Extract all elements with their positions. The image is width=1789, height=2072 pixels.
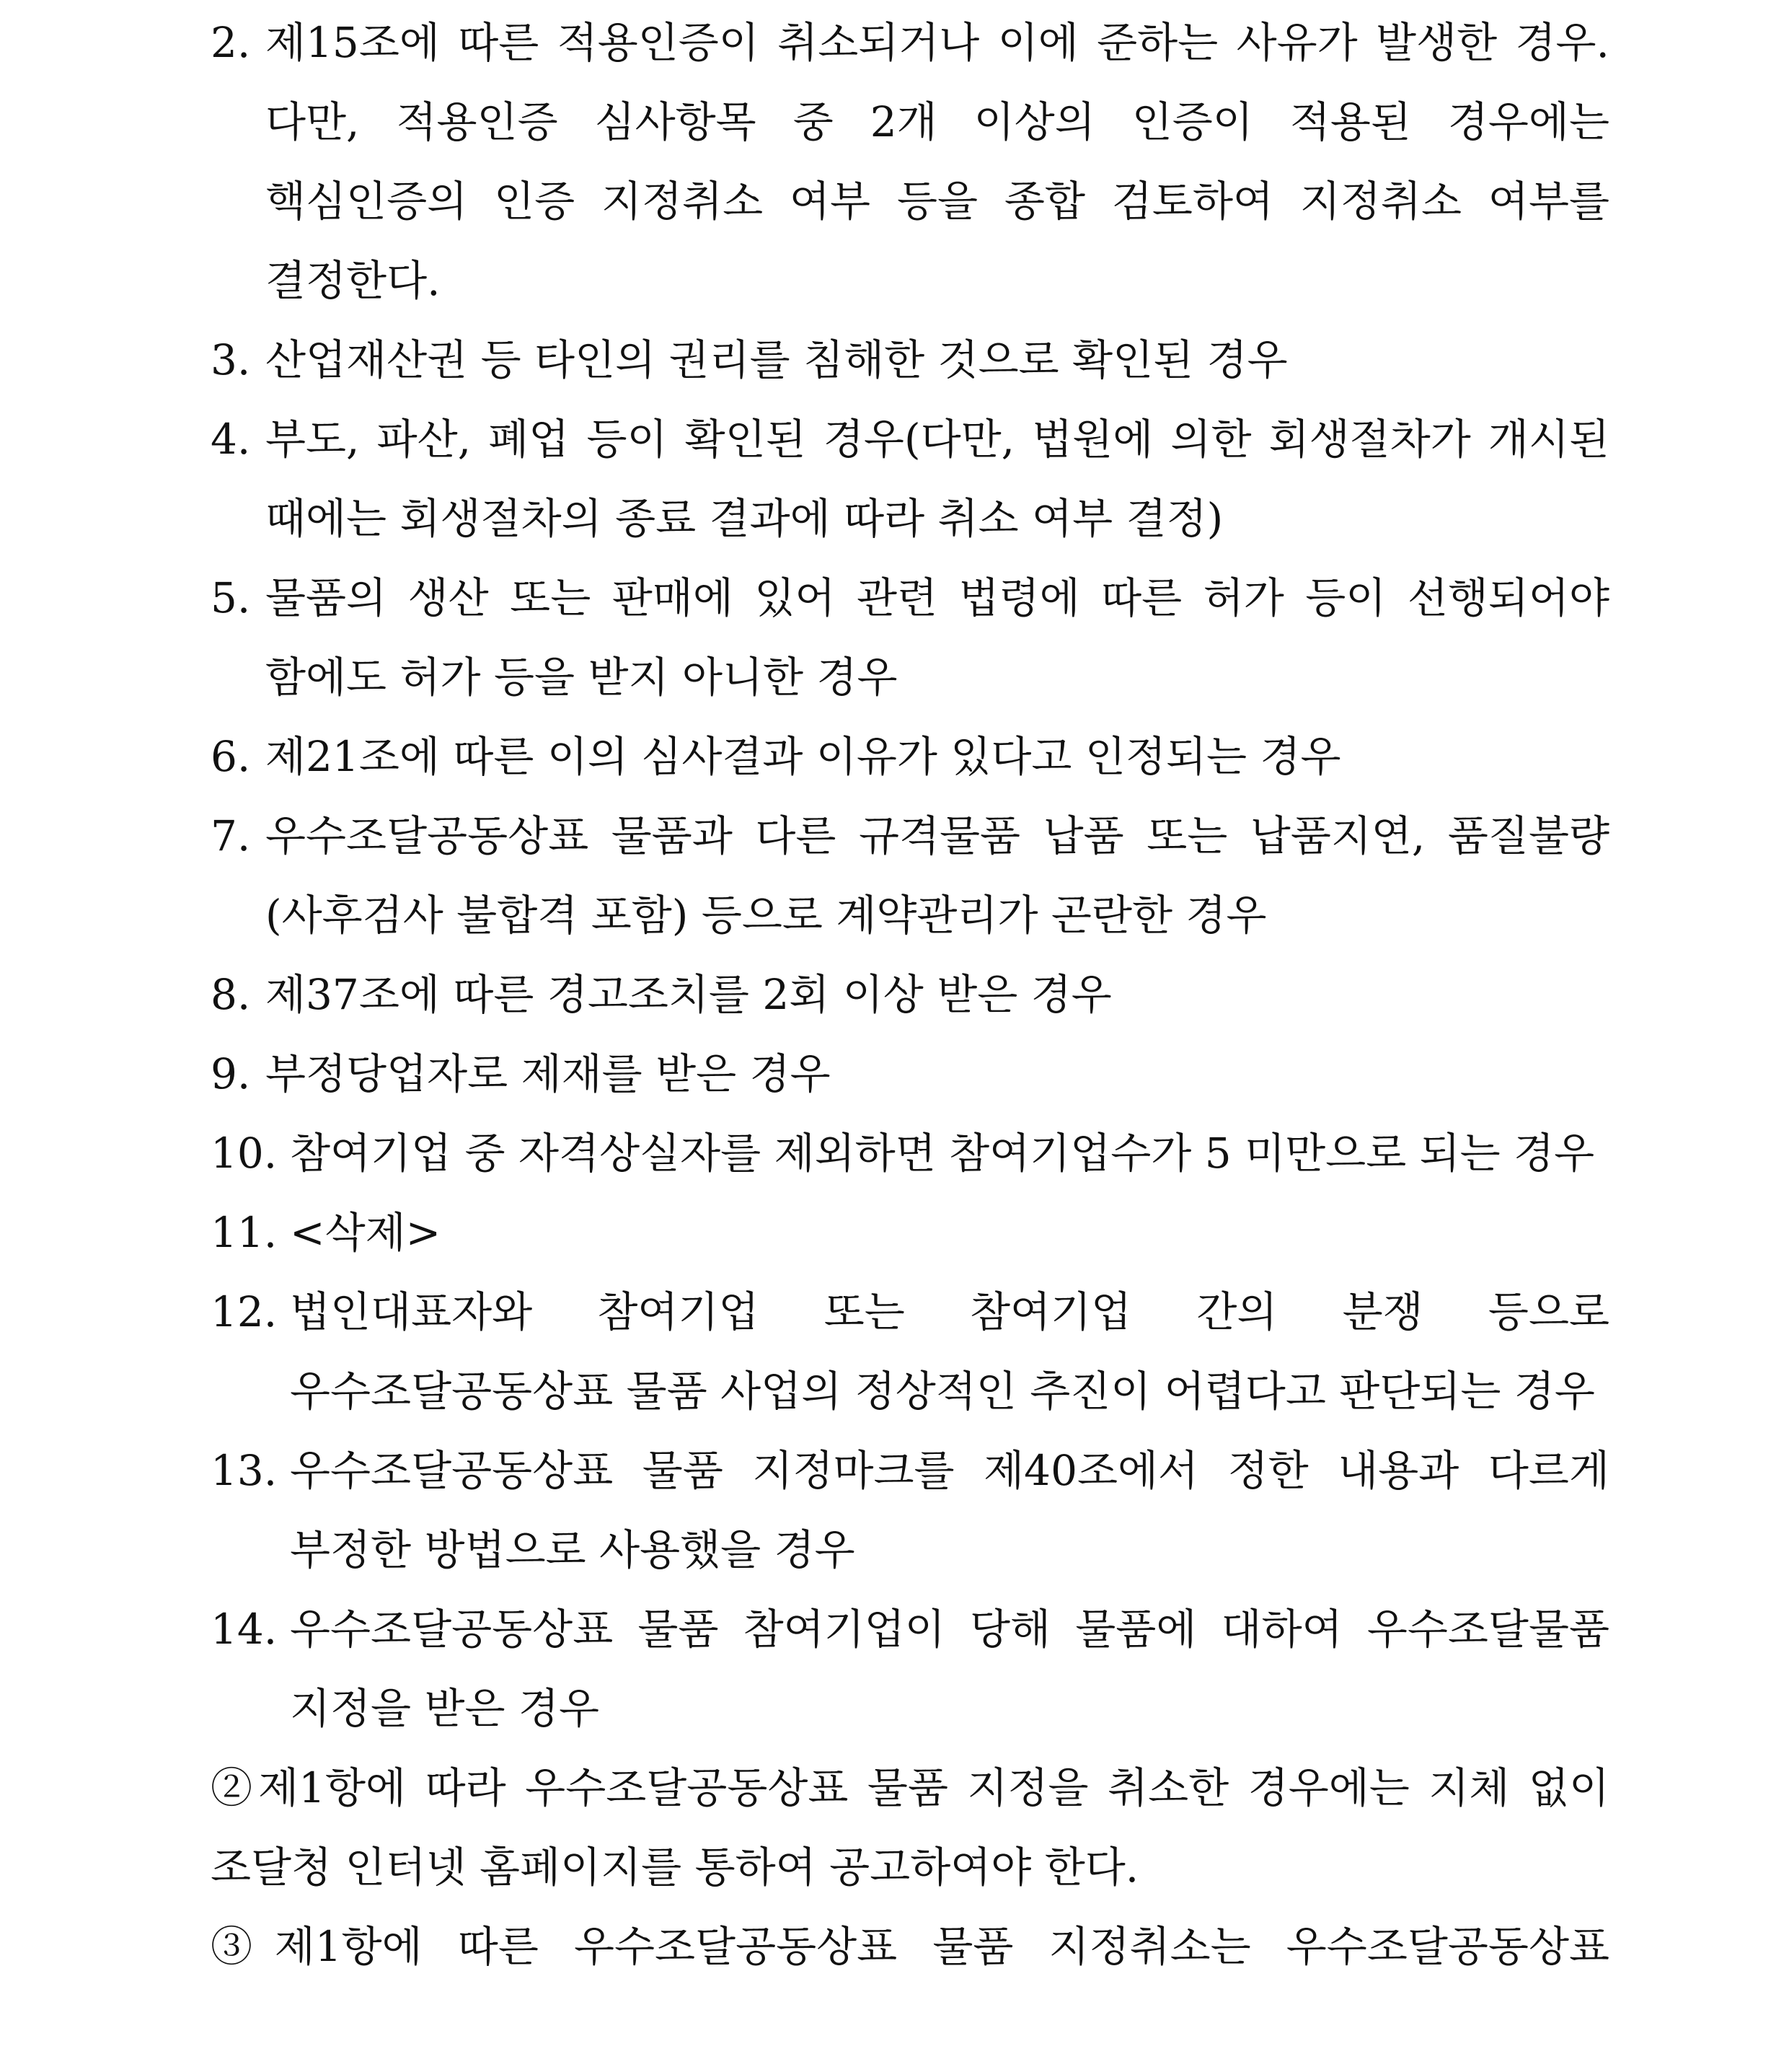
list-item-text: 부정당업자로 제재를 받은 경우 (265, 1049, 831, 1098)
list-item-7 (211, 796, 1609, 955)
list-item-number: 8. (211, 970, 251, 1019)
list-item-14 (211, 1590, 1609, 1748)
paragraph-3: ③제1항에 따른 우수조달공동상표 물품 지정취소는 우수조달공동상표 (211, 1922, 1609, 1971)
list-item-number: 11. (211, 1208, 278, 1257)
list-item-4 (211, 400, 1609, 558)
list-item-5 (211, 558, 1609, 717)
list-item-text: 참여기업 중 자격상실자를 제외하면 참여기업수가 5 미만으로 되는 경우 (290, 1129, 1595, 1178)
list-item-text: <삭제> (290, 1208, 441, 1257)
list-item-6 (211, 717, 1609, 796)
list-item-text: 제37조에 따른 경고조치를 2회 이상 받은 경우 (265, 970, 1112, 1019)
list-item-number: 9. (211, 1049, 251, 1098)
list-item-number: 3. (211, 335, 251, 384)
list-item-text: 법인대표자와 참여기업 또는 참여기업 간의 분쟁 등으로 우수조달공동상표 물품 사업의 정상적인 추진이 어렵다고 판단되는 경우 (290, 1287, 1609, 1416)
list-item-number: 10. (211, 1129, 278, 1178)
list-item-number: 5. (211, 573, 251, 622)
list-item-number: 2. (211, 18, 251, 67)
list-item-text: 제21조에 따른 이의 심사결과 이유가 있다고 인정되는 경우 (265, 732, 1341, 781)
list-item-text: 우수조달공동상표 물품 지정마크를 제40조에서 정한 내용과 다르게 부정한 방법으로 사용했을 경우 (290, 1446, 1609, 1574)
list-item-3 (211, 320, 1609, 400)
list-item-text: 제15조에 따른 적용인증이 취소되거나 이에 준하는 사유가 발생한 경우. 다만, 적용인증 심사항목 중 2개 이상의 인증이 적용된 경우에는 핵심인증의 인증 지정취소 여부 등을 종합 검토하여 지정취소 여부를 결정한다. (265, 18, 1609, 305)
paragraph-2: ②제1항에 따라 우수조달공동상표 물품 지정을 취소한 경우에는 지체 없이 조달청 인터넷 홈페이지를 통하여 공고하여야 한다. (211, 1763, 1609, 1892)
list-item-11 (211, 1193, 1609, 1272)
list-item-number: 12. (211, 1287, 278, 1336)
list-item-12 (211, 1272, 1609, 1431)
list-item-13 (211, 1431, 1609, 1590)
list-item-9 (211, 1034, 1609, 1114)
list-item-text: 우수조달공동상표 물품 참여기업이 당해 물품에 대하여 우수조달물품 지정을 받은 경우 (290, 1605, 1609, 1733)
list-item-number: 6. (211, 732, 251, 781)
list-item-text: 부도, 파산, 폐업 등이 확인된 경우(다만, 법원에 의한 회생절차가 개시된 때에는 회생절차의 종료 결과에 따라 취소 여부 결정) (265, 415, 1609, 543)
list-item-number: 13. (211, 1446, 278, 1495)
list-item-10 (211, 1114, 1609, 1193)
document-body (211, 0, 1609, 1986)
list-item-text: 물품의 생산 또는 판매에 있어 관련 법령에 따른 허가 등이 선행되어야 함에도 허가 등을 받지 아니한 경우 (265, 573, 1609, 702)
list-item-number: 7. (211, 811, 251, 860)
list-item-number: 4. (211, 415, 251, 464)
list-item-2 (211, 3, 1609, 320)
list-item-text: 우수조달공동상표 물품과 다른 규격물품 납품 또는 납품지연, 품질불량(사후검사 불합격 포함) 등으로 계약관리가 곤란한 경우 (265, 811, 1609, 940)
list-item-8 (211, 955, 1609, 1034)
list-item-number: 14. (211, 1605, 278, 1654)
list-item-text: 산업재산권 등 타인의 권리를 침해한 것으로 확인된 경우 (265, 335, 1288, 384)
